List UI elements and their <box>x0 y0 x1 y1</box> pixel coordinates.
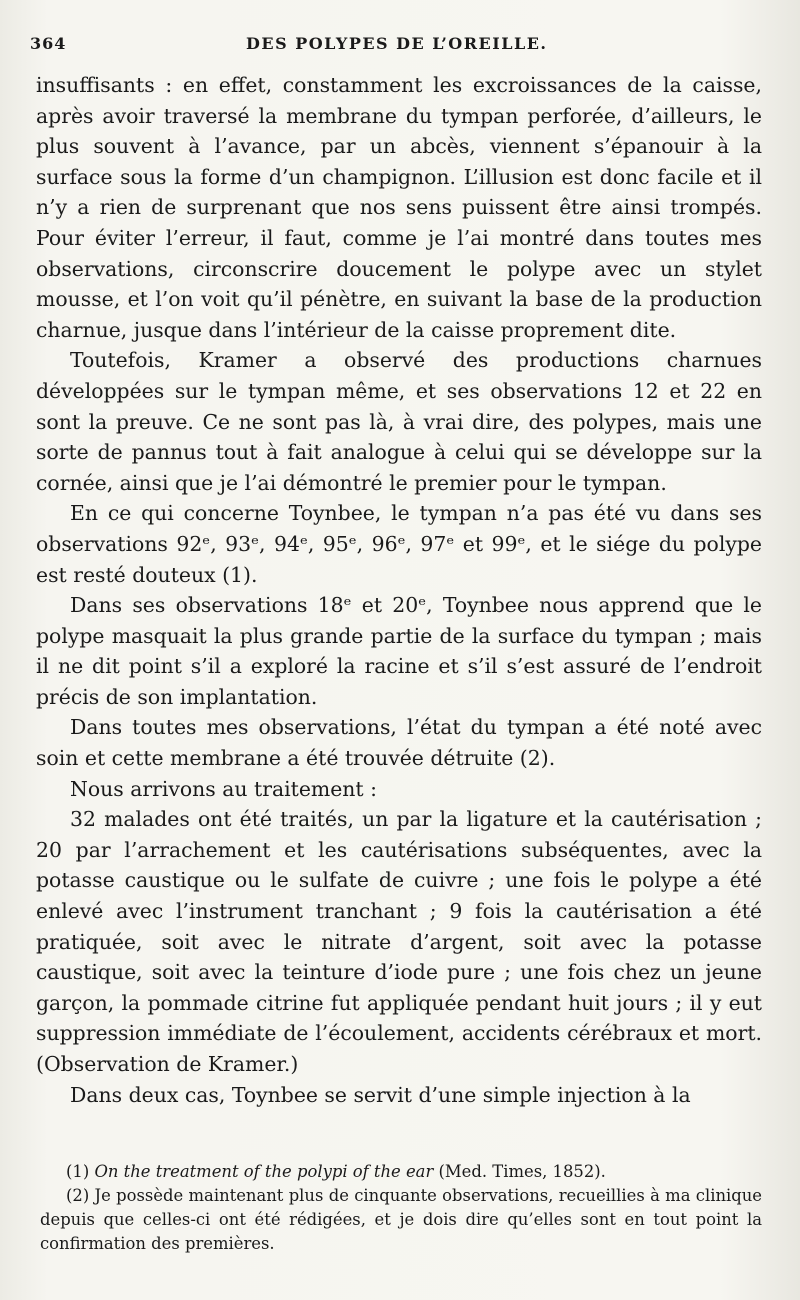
footnote-2: (2) Je possède maintenant plus de cinquante observations, recueillies à ma clinique depuis que celles-ci ont été rédigées, et je dois dire qu’elles sont en tout point la confirmation des premières. <box>40 1186 762 1253</box>
paragraph-injection: Dans deux cas, Toynbee se servit d’une simple injection à la <box>70 1082 691 1107</box>
paragraph-toynbee-18-20: Dans ses observations 18ᵉ et 20ᵉ, Toynbee nous apprend que le polype masquait la plus grande partie de la surface du tympan ; mais il ne dit point s’il a exploré la racine et s’il s’est assuré de l’endroit précis de son implantation. <box>36 593 762 709</box>
footnote-1-marker: (1) <box>66 1162 90 1181</box>
paragraph-kramer: Toutefois, Kramer a observé des productions charnues développées sur le tympan même, et ses observations 12 et 22 en sont la preuve. Ce ne sont pas là, à vrai dire, des polypes, mais une sorte de pannus tout à fait analogue à celui qui se développe sur la cornée, ainsi que je l’ai démontré le premier pour le tympan. <box>36 348 762 495</box>
footnote-1 <box>40 1160 762 1184</box>
page-number: 364 <box>30 34 67 53</box>
paragraph-own-observations: Dans toutes mes observations, l’état du tympan a été noté avec soin et cette membrane a été trouvée détruite (2). <box>36 715 762 771</box>
footnote-1-title: On the treatment of the polypi of the ear <box>94 1162 434 1181</box>
footnote-1-source: (Med. Times, 1852). <box>438 1162 606 1181</box>
paragraph-toynbee-observations: En ce qui concerne Toynbee, le tympan n’a pas été vu dans ses observations 92ᵉ, 93ᵉ, 94ᵉ, 95ᵉ, 96ᵉ, 97ᵉ et 99ᵉ, et le siége du polype est resté douteux (1). <box>36 501 762 587</box>
paragraph-treatment-intro: Nous arrivons au traitement : <box>70 776 377 801</box>
footnotes <box>40 1160 762 1256</box>
paragraph-treatment-list: 32 malades ont été traités, un par la ligature et la cautérisation ; 20 par l’arrachement et les cautérisations subséquentes, avec la potasse caustique ou le sulfate de cuivre ; une fois le polype a été enlevé avec l’instrument tranchant ; 9 fois la cautérisation a été pratiquée, soit avec le nitrate d’argent, soit avec la potasse caustique, soit avec la teinture d’iode pure ; une fois chez un jeune garçon, la pommade citrine fut appliquée pendant huit jours ; il y eut suppression immédiate de l’écoulement, accidents cérébraux et mort. (Observation de Kramer.) <box>36 807 762 1076</box>
running-title: DES POLYPES DE L’OREILLE. <box>246 34 548 53</box>
body-text <box>36 70 762 1110</box>
paragraph-continuation: insuffisants : en effet, constamment les excroissances de la caisse, après avoir traversé la membrane du tympan perforée, d’ailleurs, le plus souvent à l’avance, par un abcès, viennent s’épanouir à la surface sous la forme d’un champignon. L’illusion est donc facile et il n’y a rien de surprenant que nos sens puissent être ainsi trompés. Pour éviter l’erreur, il faut, comme je l’ai montré dans toutes mes observations, circonscrire doucement le polype avec un stylet mousse, et l’on voit qu’il pénètre, en suivant la base de la production charnue, jusque dans l’intérieur de la caisse proprement dite. <box>36 73 762 342</box>
page-header <box>30 34 760 58</box>
